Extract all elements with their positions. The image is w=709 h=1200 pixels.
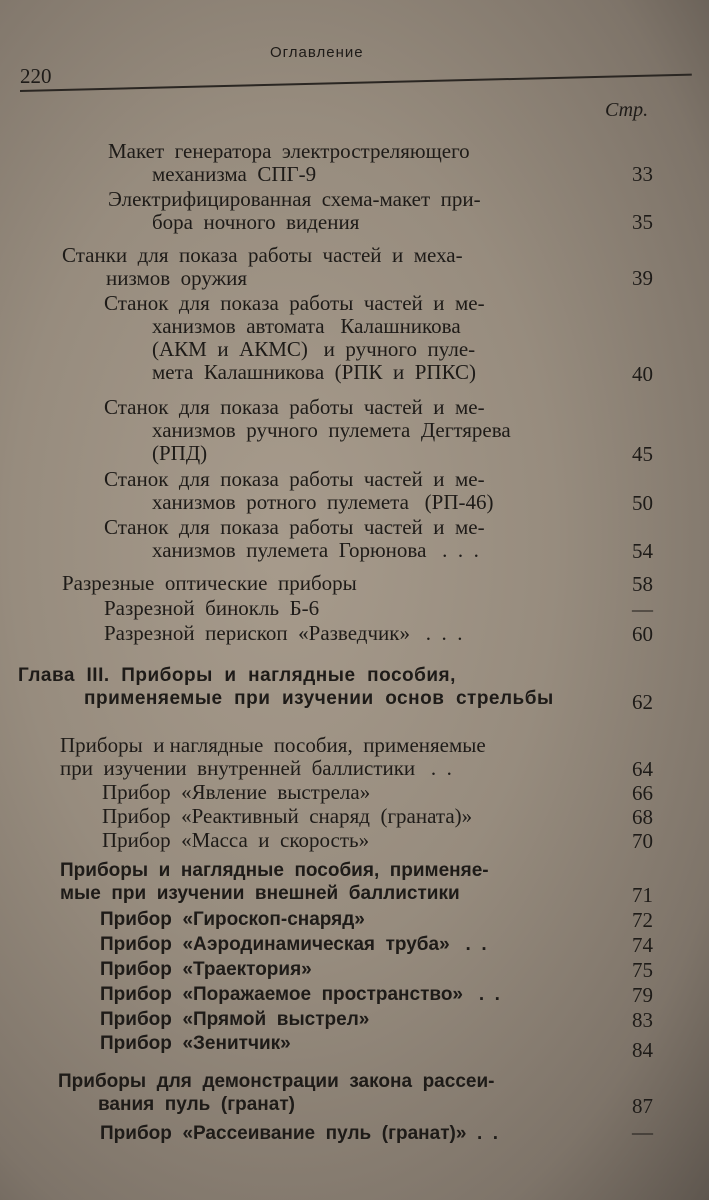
toc-entry-line: ханизмов ротного пулемета (РП-46) [152, 490, 494, 514]
toc-entry-line: механизма СПГ-9 [152, 162, 317, 186]
toc-entry-line: мета Калашникова (РПК и РПКС) [152, 360, 477, 384]
toc-entry [60, 734, 486, 780]
toc-entry [108, 188, 481, 234]
toc-entry-line: Станок для показа работы частей и ме- [104, 291, 485, 315]
toc-page-number: — [632, 1120, 653, 1144]
toc-entry-line: Прибор «Рассеивание пуль (гранат)» . . [100, 1123, 499, 1144]
toc-entry [104, 396, 511, 465]
toc-entry [62, 572, 357, 595]
toc-entry-line: при изучении внутренней баллистики . . [60, 756, 452, 780]
toc-page-number: 66 [632, 781, 653, 805]
toc-entry-line: ханизмов ручного пулемета Дегтярева [152, 418, 511, 442]
toc-entry-line: мые при изучении внешней баллистики [60, 883, 460, 904]
toc-page-number: 74 [632, 933, 653, 957]
toc-entry [102, 829, 369, 852]
running-title: Оглавление [270, 44, 364, 61]
toc-entry-line: вания пуль (гранат) [98, 1094, 295, 1115]
toc-page-number: 45 [632, 442, 653, 466]
toc-entry-line: Глава III. Приборы и наглядные пособия, [18, 665, 456, 686]
toc-entry-line: (РПД) [152, 441, 208, 465]
toc-entry-line: Прибор «Прямой выстрел» [100, 1009, 370, 1030]
toc-entry-line: Станок для показа работы частей и ме- [104, 395, 485, 419]
toc-entry [102, 805, 472, 828]
toc-entry [104, 468, 494, 514]
toc-entry-line: Прибор «Поражаемое пространство» . . [100, 984, 500, 1005]
toc-page-number: 72 [632, 908, 653, 932]
toc-entry [102, 781, 370, 804]
toc-entry-line: Станок для показа работы частей и ме- [104, 515, 485, 539]
toc-page-number: 71 [632, 883, 653, 907]
toc-entry [100, 933, 487, 956]
toc-entry [104, 516, 485, 562]
toc-entry-line: Прибор «Реактивный снаряд (граната)» [102, 804, 473, 828]
toc-entry-line: Приборы и наглядные пособия, применяемые [60, 733, 486, 757]
toc-page-number: 54 [632, 539, 653, 563]
toc-entry-line: Станок для показа работы частей и ме- [104, 467, 485, 491]
toc-entry [100, 983, 500, 1006]
toc-page-number: 58 [632, 572, 653, 596]
toc-entry-line: Прибор «Аэродинамическая труба» . . [100, 934, 487, 955]
toc-entry [60, 859, 489, 905]
toc-entry-line: ханизмов автомата Калашникова [152, 314, 461, 338]
page-column-label: Стр. [605, 99, 649, 121]
toc-entry [104, 597, 319, 620]
toc-entry [104, 622, 462, 645]
toc-entry-line: Разрезной перископ «Разведчик» . . . [104, 621, 463, 645]
toc-page-number: 60 [632, 622, 653, 646]
toc-entry [104, 292, 485, 384]
toc-entry-line: Приборы и наглядные пособия, применяе- [60, 860, 489, 881]
toc-entry-line: Прибор «Зенитчик» [100, 1033, 291, 1054]
toc-entry-line: Прибор «Траектория» [100, 959, 312, 980]
toc-page-number: 68 [632, 805, 653, 829]
toc-entry [100, 908, 365, 931]
toc-entry-line: Электрифицированная схема-макет при- [108, 187, 481, 211]
toc-entry-line: Разрезные оптические приборы [62, 571, 357, 595]
chapter-heading [18, 664, 554, 710]
toc-page-number: 35 [632, 210, 653, 234]
toc-entry [62, 244, 463, 290]
toc-entry [108, 140, 470, 186]
toc-entry-line: Станки для показа работы частей и меха- [62, 243, 463, 267]
toc-page-number: 87 [632, 1094, 653, 1118]
toc-page-number: 83 [632, 1008, 653, 1032]
toc-entry-line: Прибор «Явление выстрела» [102, 780, 371, 804]
toc-entry-line: Макет генератора электростреляющего [108, 139, 470, 163]
toc-entry [100, 1008, 369, 1031]
toc-page-number: 84 [632, 1038, 653, 1062]
toc-entry-line: Приборы для демонстрации закона рассеи- [58, 1071, 495, 1092]
toc-entry [100, 958, 312, 981]
toc-entry [58, 1070, 494, 1116]
toc-entry [100, 1032, 291, 1055]
page-number: 220 [20, 64, 52, 88]
toc-entry-line: низмов оружия [106, 266, 248, 290]
header-rule [20, 74, 692, 92]
toc-page-number: 33 [632, 162, 653, 186]
toc-page-number: 70 [632, 829, 653, 853]
toc-entry-line: применяемые при изучении основ стрельбы [84, 688, 554, 709]
toc-entry-line: (АКМ и АКМС) и ручного пуле- [152, 337, 476, 361]
toc-entry [100, 1122, 498, 1145]
toc-entry-line: Прибор «Масса и скорость» [102, 828, 370, 852]
toc-entry-line: Разрезной бинокль Б-6 [104, 596, 320, 620]
toc-entry-line: ханизмов пулемета Горюнова . . . [152, 538, 479, 562]
toc-page-number: 40 [632, 362, 653, 386]
toc-page-number: 50 [632, 491, 653, 515]
toc-entry-line: Прибор «Гироскоп-снаряд» [100, 909, 365, 930]
toc-entry-line: бора ночного видения [152, 210, 360, 234]
toc-page-number: 79 [632, 983, 653, 1007]
toc-page-number: 64 [632, 757, 653, 781]
toc-page-number: 75 [632, 958, 653, 982]
toc-page-number: 62 [632, 690, 653, 714]
toc-page-number: — [632, 597, 653, 621]
toc-page-number: 39 [632, 266, 653, 290]
